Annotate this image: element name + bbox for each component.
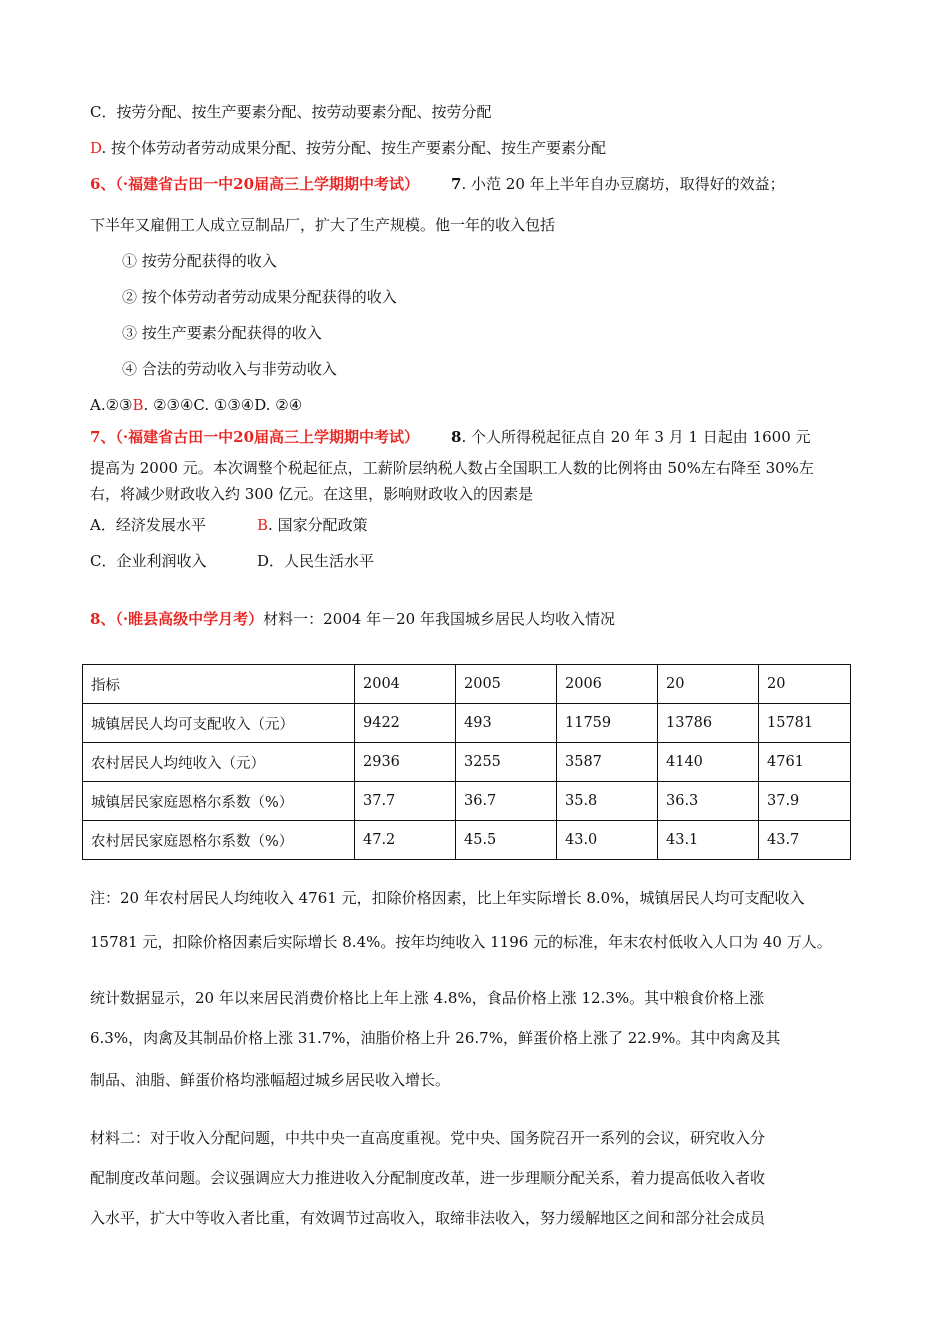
table-cell: 3255 xyxy=(456,743,557,782)
table-header-cell: 指标 xyxy=(83,665,355,704)
q7-options-ab xyxy=(90,515,368,535)
q6-option-b-letter: B xyxy=(132,396,144,414)
table-cell: 43.0 xyxy=(557,821,658,860)
q8-material1-title: 材料一：2004 年－20 年我国城乡居民人均收入情况 xyxy=(263,610,615,628)
stat-line-1: 统计数据显示，20 年以来居民消费价格比上年上涨 4.8%，食品价格上涨 12.3%。其中粮食价格上涨 xyxy=(90,989,765,1007)
table-cell: 3587 xyxy=(557,743,658,782)
q7-stem-line1 xyxy=(90,427,811,447)
note-line-2: 15781 元，扣除价格因素后实际增长 8.4%。按年均纯收入 1196 元的标准，年末农村低收入人口为 40 万人。 xyxy=(90,933,832,951)
table-header-cell: 20 xyxy=(759,665,851,704)
note-line-1: 注：20 年农村居民人均纯收入 4761 元，扣除价格因素，比上年实际增长 8.0%，城镇居民人均可支配收入 xyxy=(90,889,805,907)
table-cell: 43.1 xyxy=(658,821,759,860)
table-header-cell: 2005 xyxy=(456,665,557,704)
q6-option-rest: . ②③④C. ①③④D. ②④ xyxy=(143,396,303,414)
q5-option-d-letter: D xyxy=(90,139,102,157)
q7-option-c: C．企业利润收入 xyxy=(90,552,207,570)
material2-line-1: 材料二：对于收入分配问题，中共中央一直高度重视。党中央、国务院召开一系列的会议，研究收入分 xyxy=(90,1129,766,1147)
table-cell: 农村居民家庭恩格尔系数（%） xyxy=(83,821,355,860)
table-cell: 15781 xyxy=(759,704,851,743)
table-cell: 11759 xyxy=(557,704,658,743)
q7-option-a: A．经济发展水平 xyxy=(90,516,206,534)
q6-stem-text: . 小范 20 年上半年自办豆腐坊，取得好的效益； xyxy=(461,175,785,193)
table-cell: 4761 xyxy=(759,743,851,782)
table-cell: 43.7 xyxy=(759,821,851,860)
table-cell: 13786 xyxy=(658,704,759,743)
q7-stem-num: 8 xyxy=(451,428,462,446)
q5-option-d-text: . 按个体劳动者劳动成果分配、按劳分配、按生产要素分配、按生产要素分配 xyxy=(101,139,607,157)
q6-option-a: A.②③ xyxy=(90,396,133,414)
q7-option-d: D．人民生活水平 xyxy=(257,552,375,570)
table-cell: 37.7 xyxy=(355,782,456,821)
q6-options xyxy=(90,395,302,415)
q5-option-d xyxy=(90,138,606,158)
q7-stem-line3: 右，将减少财政收入约 300 亿元。在这里，影响财政收入的因素是 xyxy=(90,485,534,503)
stat-line-3: 制品、油脂、鲜蛋价格均涨幅超过城乡居民收入增长。 xyxy=(90,1071,451,1089)
q7-stem-line2: 提高为 2000 元。本次调整个税起征点，工薪阶层纳税人数占全国职工人数的比例将由 50%左右降至 30%左 xyxy=(90,459,814,477)
table-cell: 36.3 xyxy=(658,782,759,821)
q6-item-1: ① 按劳分配获得的收入 xyxy=(122,252,277,270)
table-cell: 9422 xyxy=(355,704,456,743)
q7-source: 7、（·福建省古田一中20届高三上学期期中考试） xyxy=(90,428,420,446)
table-cell: 35.8 xyxy=(557,782,658,821)
stat-line-2: 6.3%，肉禽及其制品价格上涨 31.7%，油脂价格上升 26.7%，鲜蛋价格上涨了 22.9%。其中肉禽及其 xyxy=(90,1029,781,1047)
table-cell: 493 xyxy=(456,704,557,743)
table-cell: 农村居民人均纯收入（元） xyxy=(83,743,355,782)
q6-item-4: ④ 合法的劳动收入与非劳动收入 xyxy=(122,360,337,378)
table-cell: 45.5 xyxy=(456,821,557,860)
q6-stem-num: 7 xyxy=(451,175,462,193)
table-row xyxy=(83,782,851,821)
table-cell: 37.9 xyxy=(759,782,851,821)
q6-item-2: ② 按个体劳动者劳动成果分配获得的收入 xyxy=(122,288,397,306)
table-cell: 4140 xyxy=(658,743,759,782)
q5-option-c: C．按劳分配、按生产要素分配、按劳动要素分配、按劳分配 xyxy=(90,103,492,121)
table-header-cell: 2004 xyxy=(355,665,456,704)
q7-stem-text: . 个人所得税起征点自 20 年 3 月 1 日起由 1600 元 xyxy=(461,428,811,446)
table-header-cell: 2006 xyxy=(557,665,658,704)
q8-source: 8、（·睢县高级中学月考） xyxy=(90,610,264,628)
material2-line-3: 入水平，扩大中等收入者比重，有效调节过高收入，取缔非法收入，努力缓解地区之间和部分社会成员 xyxy=(90,1209,766,1227)
table-cell: 城镇居民人均可支配收入（元） xyxy=(83,704,355,743)
q7-option-b-text: . 国家分配政策 xyxy=(268,516,368,534)
table-row xyxy=(83,743,851,782)
q7-options-cd xyxy=(90,551,374,571)
table-row xyxy=(83,704,851,743)
table-row xyxy=(83,821,851,860)
q6-stem-line1 xyxy=(90,174,785,194)
q6-source: 6、（·福建省古田一中20届高三上学期期中考试） xyxy=(90,175,420,193)
q6-item-3: ③ 按生产要素分配获得的收入 xyxy=(122,324,322,342)
table-cell: 2936 xyxy=(355,743,456,782)
q6-stem-line2: 下半年又雇佣工人成立豆制品厂，扩大了生产规模。他一年的收入包括 xyxy=(90,216,556,234)
table-cell: 47.2 xyxy=(355,821,456,860)
table-cell: 36.7 xyxy=(456,782,557,821)
income-table xyxy=(82,664,851,860)
q7-option-b-letter: B xyxy=(257,516,269,534)
table-header-row xyxy=(83,665,851,704)
table-cell: 城镇居民家庭恩格尔系数（%） xyxy=(83,782,355,821)
q8-title-line xyxy=(90,609,615,629)
material2-line-2: 配制度改革问题。会议强调应大力推进收入分配制度改革，进一步理顺分配关系，着力提高低收入者收 xyxy=(90,1169,766,1187)
table-header-cell: 20 xyxy=(658,665,759,704)
